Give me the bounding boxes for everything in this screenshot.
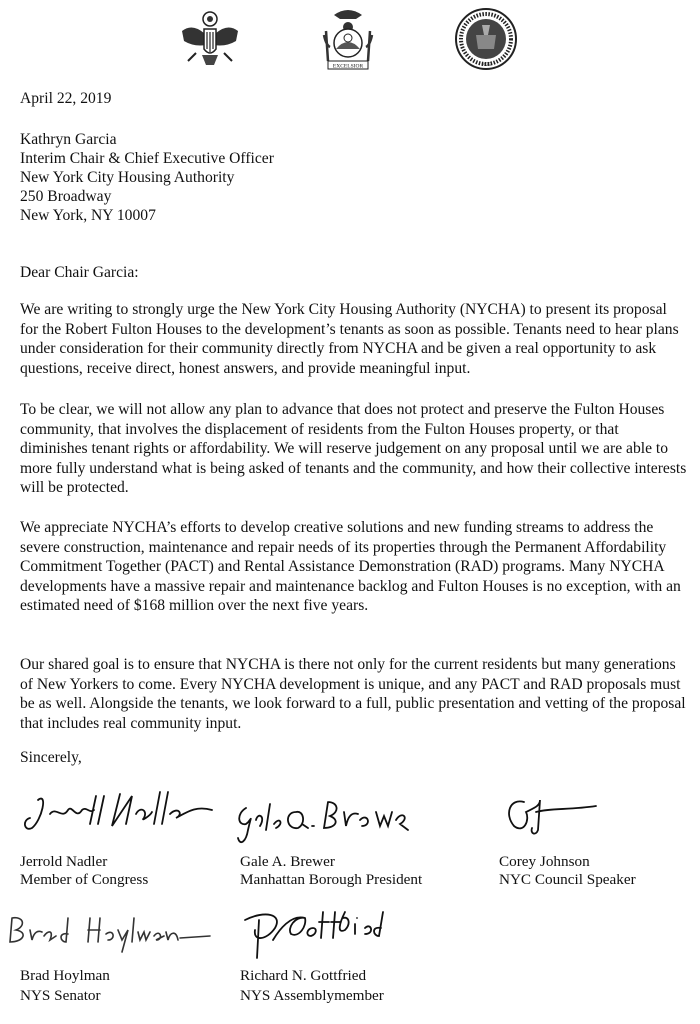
seal-new-york-city-icon <box>454 5 518 73</box>
paragraph-text: We appreciate NYCHA’s efforts to develop creative solutions and new funding streams to address the severe construction, maintenance and repair needs of its properties through the Permanent Affordability Commitment Together (PACT) and Rental Assistance Demonstration (RAD) programs. Many NYCHA developments have a massive repair and maintenance backlog and Fulton Houses is no exception, with an estimated need of $168 million over the next five years. <box>20 519 681 615</box>
recipient-city: New York, NY 10007 <box>20 207 156 224</box>
body-paragraph <box>20 400 688 498</box>
signer-name: Corey Johnson <box>499 853 590 870</box>
salutation: Dear Chair Garcia: <box>20 264 139 281</box>
seal-motto-text: EXCELSIOR <box>332 63 364 70</box>
signer-name: Brad Hoylman <box>20 967 110 984</box>
recipient-title: Interim Chair & Chief Executive Officer <box>20 150 274 167</box>
signer-name: Gale A. Brewer <box>240 853 335 870</box>
johnson-signature <box>500 790 610 840</box>
brewer-signature <box>232 790 412 850</box>
gottfried-signature <box>235 900 395 962</box>
signer-title: Manhattan Borough President <box>240 871 423 888</box>
paragraph-text: We are writing to strongly urge the New York City Housing Authority (NYCHA) to present its proposal for the Robert Fulton Houses to the development’s tenants as soon as possible. Tenants need to hear plans under consideration for their community directly from NYCHA and be given a real opportunity to ask questions, receive direct, honest answers, and provide meaningful input. <box>20 301 679 377</box>
signer-title: NYS Senator <box>20 987 101 1004</box>
signer-name: Jerrold Nadler <box>20 853 108 870</box>
recipient-name: Kathryn Garcia <box>20 131 117 148</box>
signer-name: Richard N. Gottfried <box>240 967 367 984</box>
body-paragraph <box>20 518 688 616</box>
closing: Sincerely, <box>20 749 82 766</box>
signer-title: Member of Congress <box>20 871 149 888</box>
seal-new-york-state-icon <box>316 5 380 73</box>
paragraph-text: Our shared goal is to ensure that NYCHA is there not only for the current residents but many generations of New Yorkers to come. Every NYCHA development is unique, and any PACT and RAD proposals must be as well. Alongside the tenants, we look forward to a full, public presentation and vetting of the proposal that includes real community input. <box>20 656 686 732</box>
nadler-signature <box>20 780 220 835</box>
recipient-organization: New York City Housing Authority <box>20 169 235 186</box>
paragraph-text: To be clear, we will not allow any plan to advance that does not protect and preserve the Fulton Houses community, that involves the displacement of residents from the Fulton Houses property, or that diminishes tenant rights or affordability. We will reserve judgement on any proposal until we are able to more fully understand what is being asked of tenants and the community, and how their collective interests will be protected. <box>20 401 687 497</box>
signer-title: NYC Council Speaker <box>499 871 636 888</box>
seal-year-text: 1625 <box>481 63 491 68</box>
body-paragraph <box>20 300 688 378</box>
body-paragraph <box>20 655 688 733</box>
signer-title: NYS Assemblymember <box>240 987 384 1004</box>
hoylman-signature <box>4 906 214 956</box>
letter-date: April 22, 2019 <box>20 90 112 107</box>
recipient-street: 250 Broadway <box>20 188 112 205</box>
seal-united-states-icon <box>178 5 242 73</box>
